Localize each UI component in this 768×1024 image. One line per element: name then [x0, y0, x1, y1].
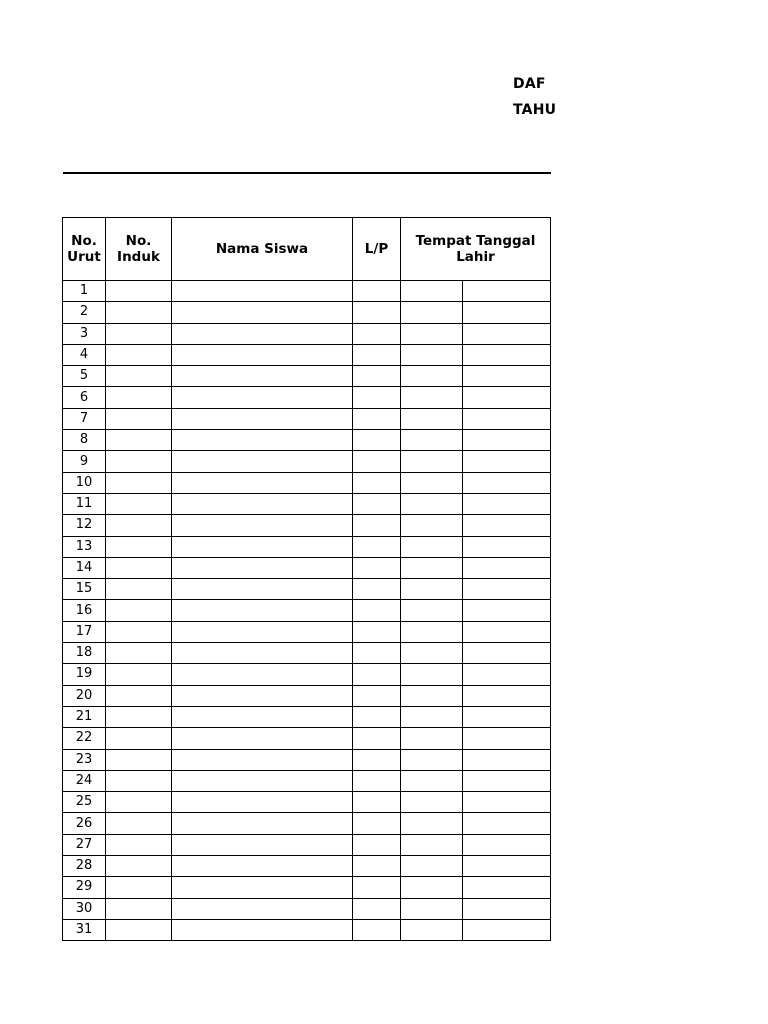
cell-tempat-lahir[interactable] — [401, 770, 463, 791]
cell-no-induk[interactable] — [106, 600, 172, 621]
cell-tanggal-lahir[interactable] — [463, 856, 551, 877]
cell-tempat-lahir[interactable] — [401, 387, 463, 408]
cell-tanggal-lahir[interactable] — [463, 728, 551, 749]
cell-tempat-lahir[interactable] — [401, 451, 463, 472]
cell-tempat-lahir[interactable] — [401, 366, 463, 387]
cell-lp[interactable] — [353, 430, 401, 451]
table-row — [63, 856, 551, 877]
cell-tempat-lahir[interactable] — [401, 281, 463, 302]
cell-lp[interactable] — [353, 706, 401, 727]
cell-no-induk[interactable] — [106, 430, 172, 451]
cell-lp[interactable] — [353, 621, 401, 642]
table-row — [63, 557, 551, 578]
cell-nama-siswa[interactable] — [172, 856, 353, 877]
table-row — [63, 898, 551, 919]
cell-nama-siswa[interactable] — [172, 706, 353, 727]
cell-no-induk[interactable] — [106, 536, 172, 557]
cell-tanggal-lahir[interactable] — [463, 387, 551, 408]
cell-no-urut: 22 — [63, 728, 106, 749]
cell-no-urut: 18 — [63, 643, 106, 664]
cell-lp[interactable] — [353, 515, 401, 536]
cell-tempat-lahir[interactable] — [401, 898, 463, 919]
cell-no-urut: 3 — [63, 323, 106, 344]
table-row — [63, 919, 551, 940]
header-tempat-tanggal-lahir: Tempat Tanggal Lahir — [401, 218, 551, 281]
cell-no-urut: 26 — [63, 813, 106, 834]
cell-no-urut: 17 — [63, 621, 106, 642]
cell-no-induk[interactable] — [106, 877, 172, 898]
cell-tempat-lahir[interactable] — [401, 557, 463, 578]
cell-nama-siswa[interactable] — [172, 664, 353, 685]
cell-tempat-lahir[interactable] — [401, 472, 463, 493]
table-row — [63, 621, 551, 642]
table-row — [63, 834, 551, 855]
cell-nama-siswa[interactable] — [172, 366, 353, 387]
cell-nama-siswa[interactable] — [172, 323, 353, 344]
cell-lp[interactable] — [353, 451, 401, 472]
cell-no-induk[interactable] — [106, 792, 172, 813]
cell-tanggal-lahir[interactable] — [463, 493, 551, 514]
cell-tanggal-lahir[interactable] — [463, 366, 551, 387]
cell-lp[interactable] — [353, 856, 401, 877]
cell-nama-siswa[interactable] — [172, 600, 353, 621]
cell-nama-siswa[interactable] — [172, 834, 353, 855]
cell-tempat-lahir[interactable] — [401, 706, 463, 727]
cell-lp[interactable] — [353, 493, 401, 514]
cell-tanggal-lahir[interactable] — [463, 536, 551, 557]
cell-lp[interactable] — [353, 536, 401, 557]
cell-tanggal-lahir[interactable] — [463, 643, 551, 664]
header-nama-siswa: Nama Siswa — [172, 218, 353, 281]
cell-no-urut: 16 — [63, 600, 106, 621]
cell-tanggal-lahir[interactable] — [463, 898, 551, 919]
cell-no-induk[interactable] — [106, 557, 172, 578]
cell-tempat-lahir[interactable] — [401, 408, 463, 429]
cell-no-induk[interactable] — [106, 770, 172, 791]
cell-tanggal-lahir[interactable] — [463, 515, 551, 536]
cell-tempat-lahir[interactable] — [401, 877, 463, 898]
cell-lp[interactable] — [353, 834, 401, 855]
cell-no-induk[interactable] — [106, 664, 172, 685]
table-row — [63, 430, 551, 451]
cell-no-induk[interactable] — [106, 323, 172, 344]
table-row — [63, 451, 551, 472]
table-row — [63, 323, 551, 344]
cell-no-induk[interactable] — [106, 387, 172, 408]
cell-no-induk[interactable] — [106, 621, 172, 642]
cell-no-induk[interactable] — [106, 302, 172, 323]
cell-nama-siswa[interactable] — [172, 685, 353, 706]
cell-lp[interactable] — [353, 664, 401, 685]
cell-no-urut: 31 — [63, 919, 106, 940]
cell-tempat-lahir[interactable] — [401, 919, 463, 940]
cell-no-induk[interactable] — [106, 281, 172, 302]
cell-no-urut: 2 — [63, 302, 106, 323]
cell-tanggal-lahir[interactable] — [463, 281, 551, 302]
cell-tanggal-lahir[interactable] — [463, 621, 551, 642]
cell-nama-siswa[interactable] — [172, 898, 353, 919]
cell-nama-siswa[interactable] — [172, 430, 353, 451]
table-row — [63, 664, 551, 685]
cell-tempat-lahir[interactable] — [401, 344, 463, 365]
header-lp: L/P — [353, 218, 401, 281]
cell-nama-siswa[interactable] — [172, 919, 353, 940]
cell-nama-siswa[interactable] — [172, 557, 353, 578]
cell-tempat-lahir[interactable] — [401, 749, 463, 770]
cell-no-urut: 10 — [63, 472, 106, 493]
header-rule — [63, 172, 551, 174]
cell-no-induk[interactable] — [106, 515, 172, 536]
cell-tempat-lahir[interactable] — [401, 515, 463, 536]
cell-no-induk[interactable] — [106, 898, 172, 919]
table-row — [63, 792, 551, 813]
cell-tanggal-lahir[interactable] — [463, 877, 551, 898]
cell-lp[interactable] — [353, 557, 401, 578]
cell-tempat-lahir[interactable] — [401, 323, 463, 344]
cell-no-urut: 20 — [63, 685, 106, 706]
student-roster-table — [62, 217, 551, 941]
table-row — [63, 685, 551, 706]
cell-lp[interactable] — [353, 472, 401, 493]
cell-nama-siswa[interactable] — [172, 472, 353, 493]
cell-nama-siswa[interactable] — [172, 387, 353, 408]
cell-lp[interactable] — [353, 643, 401, 664]
cell-no-urut: 15 — [63, 579, 106, 600]
cell-tanggal-lahir[interactable] — [463, 770, 551, 791]
cell-lp[interactable] — [353, 792, 401, 813]
cell-no-induk[interactable] — [106, 344, 172, 365]
document-title-line-2: TAHU — [513, 102, 557, 118]
cell-no-induk[interactable] — [106, 643, 172, 664]
cell-no-induk[interactable] — [106, 813, 172, 834]
cell-tanggal-lahir[interactable] — [463, 749, 551, 770]
cell-tanggal-lahir[interactable] — [463, 430, 551, 451]
table-body — [63, 281, 551, 941]
cell-lp[interactable] — [353, 408, 401, 429]
table-row — [63, 643, 551, 664]
table-row — [63, 387, 551, 408]
cell-tanggal-lahir[interactable] — [463, 664, 551, 685]
cell-no-induk[interactable] — [106, 408, 172, 429]
cell-lp[interactable] — [353, 579, 401, 600]
cell-tanggal-lahir[interactable] — [463, 600, 551, 621]
cell-tanggal-lahir[interactable] — [463, 706, 551, 727]
cell-tempat-lahir[interactable] — [401, 579, 463, 600]
cell-no-urut: 7 — [63, 408, 106, 429]
cell-no-induk[interactable] — [106, 685, 172, 706]
cell-no-induk[interactable] — [106, 493, 172, 514]
cell-no-induk[interactable] — [106, 728, 172, 749]
cell-tempat-lahir[interactable] — [401, 536, 463, 557]
cell-tempat-lahir[interactable] — [401, 728, 463, 749]
cell-lp[interactable] — [353, 749, 401, 770]
table-header-row — [63, 218, 551, 281]
cell-nama-siswa[interactable] — [172, 770, 353, 791]
table-row — [63, 600, 551, 621]
cell-nama-siswa[interactable] — [172, 408, 353, 429]
cell-lp[interactable] — [353, 600, 401, 621]
cell-no-urut: 6 — [63, 387, 106, 408]
cell-tempat-lahir[interactable] — [401, 643, 463, 664]
cell-lp[interactable] — [353, 344, 401, 365]
cell-no-induk[interactable] — [106, 919, 172, 940]
cell-tanggal-lahir[interactable] — [463, 813, 551, 834]
cell-nama-siswa[interactable] — [172, 451, 353, 472]
table-row — [63, 281, 551, 302]
cell-tanggal-lahir[interactable] — [463, 323, 551, 344]
cell-tempat-lahir[interactable] — [401, 302, 463, 323]
cell-lp[interactable] — [353, 323, 401, 344]
cell-no-induk[interactable] — [106, 706, 172, 727]
document-title-line-1: DAF — [513, 76, 546, 92]
cell-nama-siswa[interactable] — [172, 749, 353, 770]
cell-tanggal-lahir[interactable] — [463, 472, 551, 493]
cell-tanggal-lahir[interactable] — [463, 579, 551, 600]
cell-lp[interactable] — [353, 877, 401, 898]
cell-tempat-lahir[interactable] — [401, 856, 463, 877]
cell-no-urut: 9 — [63, 451, 106, 472]
cell-lp[interactable] — [353, 685, 401, 706]
cell-nama-siswa[interactable] — [172, 579, 353, 600]
table-row — [63, 515, 551, 536]
cell-nama-siswa[interactable] — [172, 515, 353, 536]
cell-no-urut: 27 — [63, 834, 106, 855]
cell-nama-siswa[interactable] — [172, 621, 353, 642]
cell-tempat-lahir[interactable] — [401, 792, 463, 813]
cell-nama-siswa[interactable] — [172, 493, 353, 514]
cell-lp[interactable] — [353, 770, 401, 791]
table-row — [63, 536, 551, 557]
cell-no-urut: 5 — [63, 366, 106, 387]
cell-no-urut: 12 — [63, 515, 106, 536]
cell-nama-siswa[interactable] — [172, 813, 353, 834]
cell-tempat-lahir[interactable] — [401, 493, 463, 514]
table-row — [63, 302, 551, 323]
cell-lp[interactable] — [353, 919, 401, 940]
cell-no-urut: 8 — [63, 430, 106, 451]
cell-nama-siswa[interactable] — [172, 877, 353, 898]
cell-tanggal-lahir[interactable] — [463, 344, 551, 365]
table-row — [63, 344, 551, 365]
cell-no-urut: 1 — [63, 281, 106, 302]
cell-tempat-lahir[interactable] — [401, 685, 463, 706]
table-row — [63, 408, 551, 429]
cell-lp[interactable] — [353, 728, 401, 749]
table-row — [63, 706, 551, 727]
cell-tanggal-lahir[interactable] — [463, 919, 551, 940]
cell-no-urut: 13 — [63, 536, 106, 557]
cell-tanggal-lahir[interactable] — [463, 685, 551, 706]
cell-nama-siswa[interactable] — [172, 536, 353, 557]
cell-no-urut: 14 — [63, 557, 106, 578]
cell-tempat-lahir[interactable] — [401, 664, 463, 685]
cell-tanggal-lahir[interactable] — [463, 792, 551, 813]
cell-tanggal-lahir[interactable] — [463, 451, 551, 472]
cell-nama-siswa[interactable] — [172, 792, 353, 813]
cell-no-induk[interactable] — [106, 472, 172, 493]
cell-no-urut: 23 — [63, 749, 106, 770]
table-row — [63, 813, 551, 834]
cell-tanggal-lahir[interactable] — [463, 834, 551, 855]
cell-no-urut: 4 — [63, 344, 106, 365]
cell-nama-siswa[interactable] — [172, 302, 353, 323]
cell-lp[interactable] — [353, 813, 401, 834]
table-row — [63, 749, 551, 770]
cell-no-urut: 25 — [63, 792, 106, 813]
cell-tanggal-lahir[interactable] — [463, 408, 551, 429]
cell-no-urut: 19 — [63, 664, 106, 685]
cell-no-induk[interactable] — [106, 579, 172, 600]
cell-tempat-lahir[interactable] — [401, 834, 463, 855]
cell-nama-siswa[interactable] — [172, 728, 353, 749]
cell-no-induk[interactable] — [106, 749, 172, 770]
cell-no-urut: 24 — [63, 770, 106, 791]
cell-lp[interactable] — [353, 281, 401, 302]
table-row — [63, 493, 551, 514]
header-no-induk: No. Induk — [106, 218, 172, 281]
cell-tempat-lahir[interactable] — [401, 430, 463, 451]
cell-nama-siswa[interactable] — [172, 344, 353, 365]
table-row — [63, 770, 551, 791]
cell-no-urut: 28 — [63, 856, 106, 877]
table-row — [63, 728, 551, 749]
cell-lp[interactable] — [353, 387, 401, 408]
header-no-urut: No. Urut — [63, 218, 106, 281]
table-row — [63, 579, 551, 600]
table-row — [63, 366, 551, 387]
cell-tanggal-lahir[interactable] — [463, 557, 551, 578]
cell-lp[interactable] — [353, 898, 401, 919]
cell-no-urut: 30 — [63, 898, 106, 919]
cell-tempat-lahir[interactable] — [401, 621, 463, 642]
table-row — [63, 472, 551, 493]
cell-no-induk[interactable] — [106, 834, 172, 855]
cell-no-induk[interactable] — [106, 451, 172, 472]
cell-lp[interactable] — [353, 366, 401, 387]
cell-tanggal-lahir[interactable] — [463, 302, 551, 323]
cell-nama-siswa[interactable] — [172, 643, 353, 664]
cell-no-urut: 11 — [63, 493, 106, 514]
cell-no-induk[interactable] — [106, 366, 172, 387]
cell-no-urut: 21 — [63, 706, 106, 727]
cell-no-induk[interactable] — [106, 856, 172, 877]
cell-tempat-lahir[interactable] — [401, 600, 463, 621]
cell-nama-siswa[interactable] — [172, 281, 353, 302]
cell-no-urut: 29 — [63, 877, 106, 898]
cell-tempat-lahir[interactable] — [401, 813, 463, 834]
cell-lp[interactable] — [353, 302, 401, 323]
table-row — [63, 877, 551, 898]
